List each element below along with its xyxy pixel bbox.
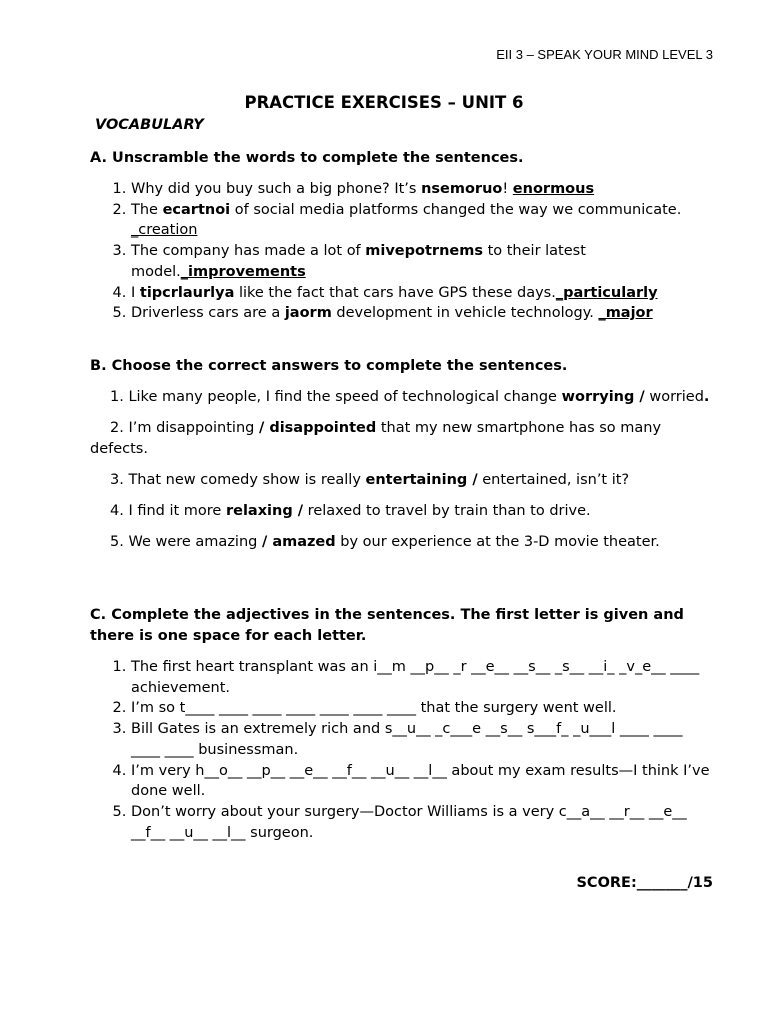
section-a bbox=[90, 148, 715, 324]
list-item: 4. I’m very h__o__ __p__ __e__ __f__ __u__ __l__ about my exam results—I think I’ve done well. bbox=[131, 761, 715, 802]
list-item bbox=[90, 418, 715, 460]
section-c-list bbox=[90, 657, 715, 843]
section-b-letter: B bbox=[90, 358, 102, 374]
document-header: EII 3 – SPEAK YOUR MIND LEVEL 3 bbox=[496, 47, 713, 62]
section-c-instruction: . Complete the adjectives in the sentences. The first letter is given and there is one space for each letter. bbox=[90, 607, 684, 644]
item-number: 3. bbox=[110, 472, 129, 488]
answer: _particularly bbox=[555, 284, 658, 301]
section-a-instruction: Unscramble the words to complete the sentences. bbox=[107, 150, 524, 166]
item-text: Like many people, I find the speed of technological change bbox=[128, 389, 562, 405]
list-item: 5. Don’t worry about your surgery—Doctor Williams is a very c__a__ __r__ __e__ __f__ __u__ __l__ surgeon. bbox=[131, 802, 715, 843]
score-line: SCORE:_______/15 bbox=[576, 875, 713, 891]
section-c-title bbox=[90, 605, 715, 647]
list-item bbox=[90, 501, 715, 522]
item-text: That new comedy show is really bbox=[128, 472, 366, 488]
list-item bbox=[131, 241, 715, 282]
chosen-answer: relaxing / bbox=[225, 503, 304, 519]
list-item: 2. I’m so t____ ____ ____ ____ ____ ____ ____ that the surgery went well. bbox=[131, 698, 715, 719]
item-text: I’m disappointing bbox=[128, 420, 259, 436]
chosen-answer: / disappointed bbox=[258, 420, 377, 436]
section-b bbox=[90, 356, 715, 553]
page-title: PRACTICE EXERCISES – UNIT 6 bbox=[244, 93, 524, 112]
item-number: 2. bbox=[110, 420, 129, 436]
list-item bbox=[90, 387, 715, 408]
scrambled-word: tipcrlaurlya bbox=[139, 284, 235, 301]
item-text: worried bbox=[644, 389, 704, 405]
scrambled-word: jaorm bbox=[284, 305, 332, 322]
item-text: relaxed to travel by train than to drive. bbox=[303, 503, 591, 519]
item-number: 4. bbox=[110, 503, 129, 519]
section-c bbox=[90, 605, 715, 843]
item-text: I find it more bbox=[128, 503, 226, 519]
list-item: 1. The first heart transplant was an i__m __p__ _r __e__ __s__ _s__ __i_ _v_e__ ____ achievement. bbox=[131, 657, 715, 698]
chosen-answer: entertaining / bbox=[365, 472, 478, 488]
section-b-title bbox=[90, 356, 715, 377]
item-text: I bbox=[131, 284, 140, 301]
item-text: by our experience at the 3-D movie theater. bbox=[335, 534, 660, 550]
section-b-instruction: . Choose the correct answers to complete the sentences. bbox=[101, 358, 568, 374]
item-number: 1. bbox=[110, 389, 129, 405]
list-item bbox=[131, 303, 715, 324]
item-text: ! bbox=[502, 181, 513, 197]
item-text: like the fact that cars have GPS these days. bbox=[234, 284, 556, 301]
list-item bbox=[90, 532, 715, 553]
section-a-title bbox=[90, 148, 715, 169]
section-c-letter: C bbox=[90, 607, 101, 623]
answer: enormous bbox=[512, 181, 595, 197]
vocabulary-label: VOCABULARY bbox=[95, 117, 204, 133]
item-text: entertained, isn’t it? bbox=[477, 472, 630, 488]
scrambled-word: nsemoruo bbox=[421, 181, 503, 197]
item-text: Why did you buy such a big phone? It’s bbox=[131, 181, 422, 197]
answer: _creation bbox=[131, 222, 198, 239]
section-a-letter: A. bbox=[90, 150, 107, 166]
item-text: Driverless cars are a bbox=[131, 305, 285, 322]
item-text: The company has made a lot of bbox=[131, 243, 366, 260]
item-text: The bbox=[131, 201, 163, 218]
answer: _major bbox=[598, 305, 653, 322]
list-item bbox=[131, 179, 715, 200]
item-text: of social media platforms changed the way we communicate. bbox=[230, 201, 682, 218]
item-text: development in vehicle technology. bbox=[331, 305, 599, 322]
item-text: . bbox=[703, 389, 710, 405]
item-text: to their latest model. bbox=[131, 243, 586, 280]
list-item: 3. Bill Gates is an extremely rich and s__u__ _c___e __s__ s___f_ _u___l ____ ____ ____ ____ businessman. bbox=[131, 719, 715, 760]
scrambled-word: ecartnoi bbox=[162, 201, 231, 218]
answer: _improvements bbox=[180, 263, 306, 280]
chosen-answer: / amazed bbox=[261, 534, 336, 550]
chosen-answer: worrying / bbox=[561, 389, 645, 405]
item-number: 5. bbox=[110, 534, 129, 550]
scrambled-word: mivepotrnems bbox=[365, 243, 483, 260]
list-item bbox=[131, 283, 715, 304]
list-item bbox=[90, 470, 715, 491]
item-text: that my new smartphone has so many defects. bbox=[90, 420, 662, 457]
section-a-list bbox=[90, 179, 715, 324]
item-text: We were amazing bbox=[128, 534, 262, 550]
list-item bbox=[131, 200, 715, 241]
